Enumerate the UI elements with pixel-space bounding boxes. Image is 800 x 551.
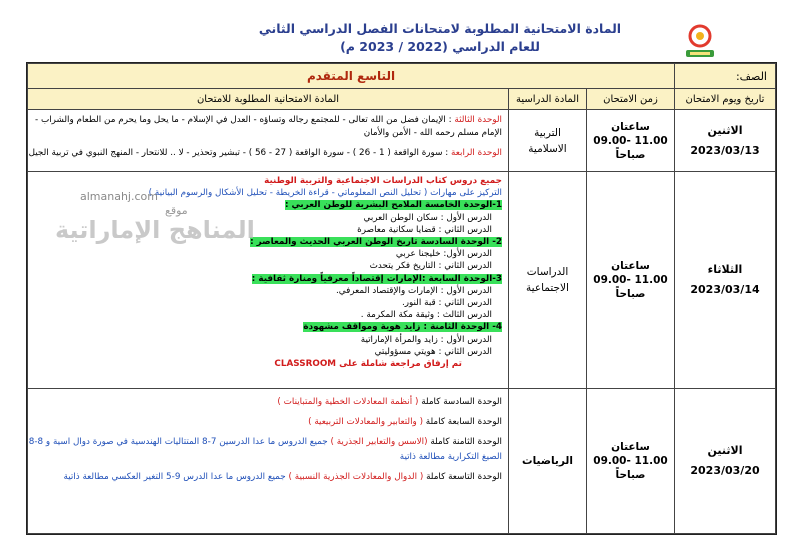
table-row [28,389,776,534]
col-header-content: المادة الامتحانية المطلوبة للامتحان [28,89,509,110]
unit-7-lesson-2: الدرس الثاني : قبة النور. [401,298,492,309]
math-unit-6: الوحدة السادسة كاملة [421,397,502,407]
unit-8-lesson-1: الدرس الأول : زايد والمرأة الإماراتية [360,334,492,345]
exam-time-cell [587,172,675,389]
exam-time: 09.00- 11.00 [593,134,668,147]
exam-day: الاثنين [707,123,743,137]
unit-6-title: 2- الوحدة السادسة تاريخ الوطن العربي الحديث والمعاصر : [250,237,502,248]
exam-duration: ساعتان [611,260,650,272]
column-header-row [28,89,776,110]
math-unit-8-topic: (الاسس والتعابير الجذرية ) [330,437,428,447]
math-unit-8-selfstudy: مطالعة ذاتية [399,452,445,462]
social-skills: التركيز على مهارات ( تحليل النص المعلوماتي - قراءة الخريطة - تحليل الأشكال والرسوم البيانية ) [148,188,502,199]
content-cell [28,389,509,534]
subject-cell [509,172,587,389]
col-header-subject: المادة الدراسية [509,89,587,110]
exam-date: 2023/03/14 [690,283,760,296]
exam-date: 2023/03/20 [690,464,760,477]
title-line-1: المادة الامتحانية المطلوبة لامتحانات الفصل الدراسي الثاني [258,21,622,36]
subject-line-2: الاسلامية [528,142,567,155]
unit-3-text: : الإيمان فضل من الله تعالى - للمجتمع رجاله وتساؤه - العدل في الإسلام - ما يحل وما يحرم من الطعام والشراب - [34,115,452,125]
exam-time-cell [587,389,675,534]
exam-period: صباحاً [615,148,646,161]
exam-date: 2023/03/13 [690,143,760,157]
subject-cell [509,389,587,534]
exam-time-cell [587,110,675,172]
math-unit-9: الوحدة التاسعة كاملة [426,472,502,482]
unit-7-lesson-1: الدرس الأول : الإمارات والإقتصاد المعرفي. [335,285,492,296]
grade-value [28,64,675,89]
classroom-note: تم إرفاق مراجعة شاملة على CLASSROOM [274,359,462,370]
unit-7-lesson-3: الدرس الثالث : وثيقة مكة المكرمة . [360,310,492,321]
exam-time: 09.00- 11.00 [593,274,668,286]
content-cell [28,172,509,389]
exam-date-cell [675,172,776,389]
grade-value-text: التاسع المتقدم [306,69,396,83]
math-unit-8-formulas: الصيغ التكرارية [447,452,502,462]
subject-cell [509,110,587,172]
subject-line-1: التربية [534,126,561,139]
exam-date-cell [675,110,776,172]
unit-5-title: 1-الوحدة الخامسة الملامح البشرية للوطن العربي : [284,200,502,211]
exam-duration: ساعتان [611,441,650,453]
exam-duration: ساعتان [611,120,650,133]
math-unit-9-topic: ( الدوال والمعادلات الجذرية النسبية ) [288,472,424,482]
content-cell [28,110,509,172]
table-row [28,172,776,389]
grade-label: الصف: [675,64,776,89]
unit-5-lesson-2: الدرس الثاني : قضايا سكانية معاصرة [357,224,492,235]
col-header-time: زمن الامتحان [587,89,675,110]
watermark-url: almanahj.com [80,190,158,203]
unit-8-lesson-2: الدرس الثاني : هويتي مسؤوليتي [374,346,492,357]
unit-4-text: : سورة الواقعة ( 1 - 26 ) - سورة الواقعة ( 27 - 56 ) - تبشير وتحذير - لا .. للانتحار - المنهج النبوي في تربية الجيل [28,148,449,159]
social-intro: جميع دروس كتاب الدراسات الاجتماعية والتربية الوطنية [264,176,502,186]
exam-period: صباحاً [615,469,646,481]
subject-line-1: الدراسات [526,266,569,278]
subject-line-2: الاجتماعية [526,282,569,294]
math-unit-7-topic: ( والتعابير والمعادلات التربيعية ) [308,417,423,427]
unit-4-label: الوحدة الرابعة [451,148,502,159]
unit-8-title: 4- الوحدة الثامنة : زايد هوية ومواقف مشهودة [303,322,502,333]
subject-name: الرياضيات [522,455,573,467]
table-row [28,110,776,172]
exam-schedule-table [26,62,777,535]
math-unit-8-scope: جميع الدروس ما عدا الدرسين 7-8 المتتاليات الهندسية في صورة دوال اسية و 8-8 [28,437,328,447]
unit-6-lesson-2: الدرس الثاني : التاريخ فكر يتحدث [369,261,492,272]
exam-period: صباحاً [615,288,646,300]
unit-7-title: 3-الوحدة السابعة :الإمارات إقتصاداً معرفياً ومنارة ثقافية : [251,273,502,284]
unit-3-text-2: الإمام مسلم رحمه الله - الأمن والأمان [363,127,502,138]
document-title [230,20,650,56]
exam-time: 09.00- 11.00 [593,455,668,467]
col-header-date: تاريخ ويوم الامتحان [675,89,776,110]
math-unit-7: الوحدة السابعة كاملة [425,417,502,427]
unit-5-lesson-1: الدرس الأول : سكان الوطن العربي [363,212,492,223]
title-line-2: للعام الدراسي (2022 / 2023 م) [340,39,540,54]
school-logo-icon [682,22,718,62]
exam-day: الثلاثاء [707,263,743,276]
exam-date-cell [675,389,776,534]
watermark-site: موقع [165,204,188,217]
unit-6-lesson-1: الدرس الأول: خليجنا عربي [395,249,492,260]
unit-3-label: الوحدة الثالثة [454,115,502,125]
math-unit-8: الوحدة الثامنة كاملة [430,437,502,447]
grade-row [28,64,776,89]
math-unit-9-scope: جميع الدروس ما عدا الدرس 9-5 التغير العكسي مطالعة ذاتية [63,472,286,482]
exam-day: الاثنين [707,444,743,457]
math-unit-6-topic: ( أنظمة المعادلات الخطية والمتباينات ) [277,397,419,407]
watermark-name: المناهج الإماراتية [55,216,255,244]
